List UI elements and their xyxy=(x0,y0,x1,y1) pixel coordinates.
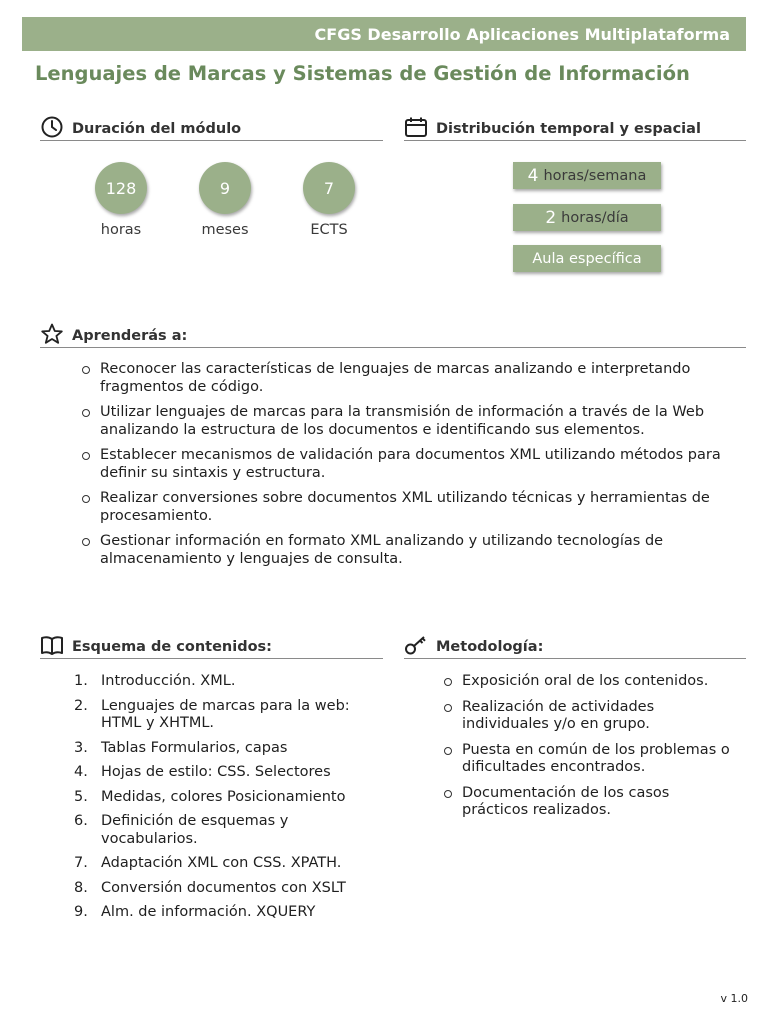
classroom-badge xyxy=(513,245,661,272)
hours-per-day-badge xyxy=(513,204,661,231)
duration-section-header xyxy=(40,116,383,141)
program-name: CFGS Desarrollo Aplicaciones Multiplataforma xyxy=(314,24,730,44)
list-item: Gestionar información en formato XML analizando y utilizando tecnologías de almacenamiento y lenguajes de consulta. xyxy=(78,533,738,568)
list-item: 1. Introducción. XML. xyxy=(74,673,236,689)
calendar-icon xyxy=(404,116,430,138)
stat-hours xyxy=(76,162,166,238)
hours-per-week-badge xyxy=(513,162,661,189)
stat-ects-value: 7 xyxy=(303,162,355,214)
learning-outcomes-list xyxy=(78,361,738,568)
methodology-list xyxy=(440,673,740,820)
list-item: Realización de actividades individuales y/o en grupo. xyxy=(440,699,740,734)
list-item: 8. Conversión documentos con XSLT xyxy=(74,879,346,896)
stat-months-label: meses xyxy=(201,222,249,238)
program-banner xyxy=(22,17,746,51)
stat-ects-label: ECTS xyxy=(310,222,348,238)
learn-heading: Aprenderás a: xyxy=(72,328,188,344)
contents-section-header xyxy=(40,634,383,659)
hours-per-day-value: 2 xyxy=(545,207,557,228)
list-item: 6. Definición de esquemas y vocabularios. xyxy=(74,813,289,847)
duration-heading: Duración del módulo xyxy=(72,121,242,137)
schedule-heading: Distribución temporal y espacial xyxy=(436,121,701,137)
stat-months-value: 9 xyxy=(199,162,251,214)
version-label: v 1.0 xyxy=(720,992,748,1005)
contents-list xyxy=(74,673,374,922)
stat-months xyxy=(180,162,270,238)
contents-heading: Esquema de contenidos: xyxy=(72,639,272,655)
stat-hours-label: horas xyxy=(100,222,142,238)
key-icon xyxy=(404,634,430,656)
stat-ects xyxy=(284,162,374,238)
hours-per-day-unit: horas/día xyxy=(561,209,629,226)
classroom-label: Aula específica xyxy=(532,250,642,267)
list-item: 5. Medidas, colores Posicionamiento xyxy=(74,788,346,805)
star-icon xyxy=(40,323,66,345)
list-item: Utilizar lenguajes de marcas para la transmisión de información a través de la Web analizando la estructura de los documentos e identificando sus elementos. xyxy=(78,404,738,439)
stat-hours-value: 128 xyxy=(95,162,147,214)
list-item: Realizar conversiones sobre documentos XML utilizando técnicas y herramientas de procesamiento. xyxy=(78,490,738,525)
method-heading: Metodología: xyxy=(436,639,544,655)
method-section-header xyxy=(404,634,746,659)
list-item: Reconocer las características de lenguajes de marcas analizando e interpretando fragmentos de código. xyxy=(78,361,738,396)
list-item: 4. Hojas de estilo: CSS. Selectores xyxy=(74,764,331,780)
list-item: 3. Tablas Formularios, capas xyxy=(74,739,288,756)
list-item: 7. Adaptación XML con CSS. XPATH. xyxy=(74,855,342,871)
hours-per-week-unit: horas/semana xyxy=(543,167,647,184)
list-item: Puesta en común de los problemas o dificultades encontrados. xyxy=(440,742,740,777)
learn-section-header xyxy=(40,323,746,348)
list-item: Documentación de los casos prácticos realizados. xyxy=(440,785,740,820)
book-icon xyxy=(40,634,66,656)
document-title: Lenguajes de Marcas y Sistemas de Gestión de Información xyxy=(35,62,690,85)
schedule-section-header xyxy=(404,116,746,141)
list-item: 9. Alm. de información. XQUERY xyxy=(74,904,316,920)
list-item: Establecer mecanismos de validación para documentos XML utilizando métodos para definir su sintaxis y estructura. xyxy=(78,447,738,482)
list-item: 2. Lenguajes de marcas para la web: HTML y XHTML. xyxy=(74,697,350,731)
clock-icon xyxy=(40,116,66,138)
hours-per-week-value: 4 xyxy=(527,165,539,186)
list-item: Exposición oral de los contenidos. xyxy=(440,673,740,691)
